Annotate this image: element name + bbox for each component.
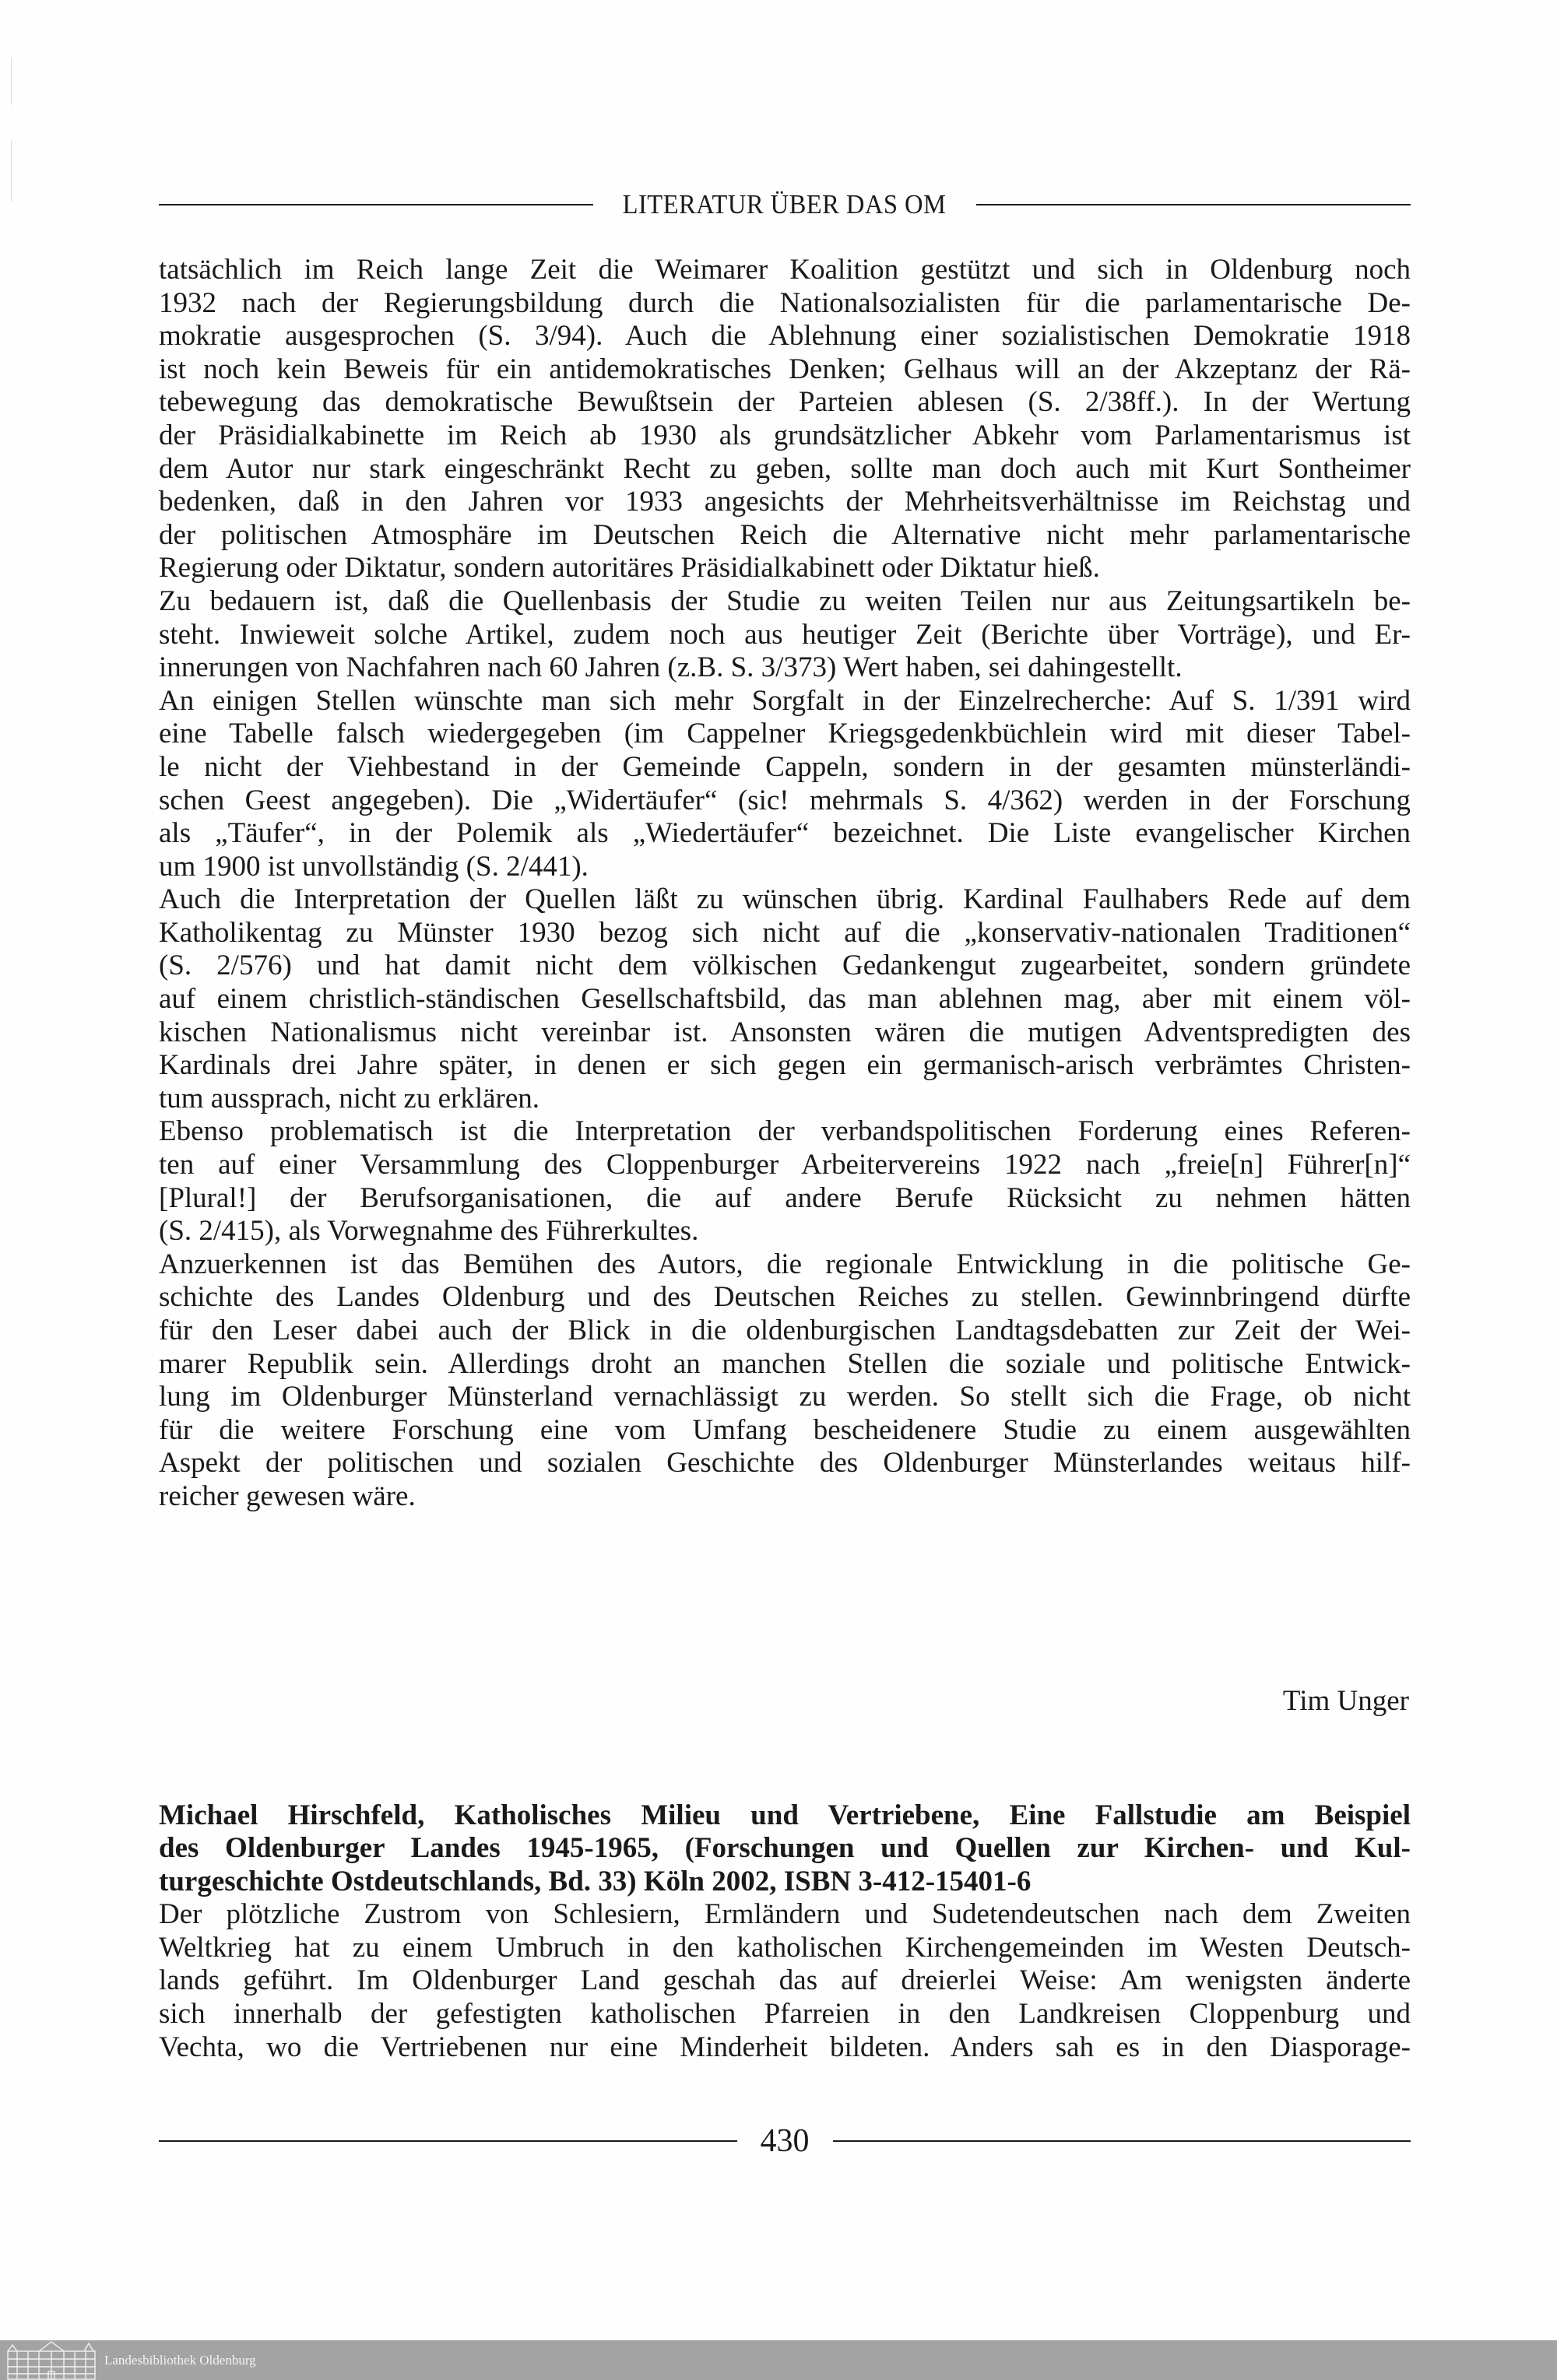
- library-name: Landesbibliothek Oldenburg: [104, 2352, 256, 2368]
- page-number: 430: [760, 2123, 810, 2159]
- text-line: Katholikentag zu Münster 1930 bezog sich nicht auf die „konservativ-nationalen Traditionen“: [159, 916, 1411, 949]
- text-line: tatsächlich im Reich lange Zeit die Weimarer Koalition gestützt und sich in Oldenburg noch: [159, 254, 1411, 286]
- text-line: 1932 nach der Regierungsbildung durch die Nationalsozialisten für die parlamentarische De-: [159, 286, 1411, 319]
- header-rule-right: [976, 204, 1411, 205]
- text-line: der politischen Atmosphäre im Deutschen Reich die Alternative nicht mehr parlamentarische: [159, 518, 1411, 551]
- running-head: [159, 187, 1411, 223]
- text-line: sich innerhalb der gefestigten katholischen Pfarreien in den Landkreisen Cloppenburg und: [159, 1997, 1411, 2030]
- text-line: schichte des Landes Oldenburg und des Deutschen Reiches zu stellen. Gewinnbringend dürfte: [159, 1281, 1411, 1314]
- text-line: marer Republik sein. Allerdings droht an manchen Stellen die soziale und politische Entwick-: [159, 1347, 1411, 1380]
- title-line: turgeschichte Ostdeutschlands, Bd. 33) Köln 2002, ISBN 3-412-15401-6: [159, 1865, 1032, 1897]
- text-line: eine Tabelle falsch wiedergegeben (im Cappelner Kriegsgedenkbüchlein wird mit dieser Tabel-: [159, 718, 1411, 750]
- text-line: tum aussprach, nicht zu erklären.: [159, 1082, 540, 1115]
- text-line: dem Autor nur stark eingeschränkt Recht zu geben, sollte man doch auch mit Kurt Sontheimer: [159, 452, 1411, 485]
- text-line: kischen Nationalismus nicht vereinbar ist. Ansonsten wären die mutigen Adventspredigten des: [159, 1016, 1411, 1048]
- running-head-title: LITERATUR ÜBER DAS OM: [623, 189, 947, 219]
- text-line: ist noch kein Beweis für ein antidemokratisches Denken; Gelhaus will an der Akzeptanz der Rä-: [159, 353, 1411, 385]
- scan-margin-mark: [11, 140, 12, 202]
- header-rule-left: [159, 204, 593, 205]
- library-building-icon: [5, 2340, 98, 2380]
- text-line: Auch die Interpretation der Quellen läßt zu wünschen übrig. Kardinal Faulhabers Rede auf dem: [159, 883, 1411, 916]
- review-author-signature: Tim Unger: [1282, 1685, 1409, 1717]
- text-line: reicher gewesen wäre.: [159, 1480, 416, 1512]
- text-line: für die weitere Forschung eine vom Umfang bescheidenere Studie zu einem ausgewählten: [159, 1413, 1411, 1446]
- text-line: innerungen von Nachfahren nach 60 Jahren (z.B. S. 3/373) Wert haben, sei dahingestellt.: [159, 651, 1183, 684]
- text-line: [Plural!] der Berufsorganisationen, die auf andere Berufe Rücksicht zu nehmen hätten: [159, 1181, 1411, 1214]
- review-2: [159, 1799, 1411, 2064]
- text-line: lung im Oldenburger Münsterland vernachlässigt zu werden. So stellt sich die Frage, ob nicht: [159, 1381, 1411, 1413]
- text-line: Ebenso problematisch ist die Interpretation der verbandspolitischen Forderung eines Referen-: [159, 1115, 1411, 1148]
- text-line: ten auf einer Versammlung des Cloppenburger Arbeitervereins 1922 nach „freie[n] Führer[n]“: [159, 1149, 1411, 1181]
- review-1-body: [159, 254, 1411, 1514]
- title-line: des Oldenburger Landes 1945-1965, (Forschungen und Quellen zur Kirchen- und Kul-: [159, 1832, 1411, 1865]
- text-line: le nicht der Viehbestand in der Gemeinde Cappeln, sondern in der gesamten münsterländi-: [159, 750, 1411, 783]
- review-2-body: [159, 1898, 1411, 2064]
- text-line: der Präsidialkabinette im Reich ab 1930 als grundsätzlicher Abkehr vom Parlamentarismus ist: [159, 419, 1411, 451]
- text-line: (S. 2/576) und hat damit nicht dem völkischen Gedankengut zugearbeitet, sondern gründete: [159, 950, 1411, 982]
- text-line: tebewegung das demokratische Bewußtsein der Parteien ablesen (S. 2/38ff.). In der Wertung: [159, 386, 1411, 419]
- text-line: Der plötzliche Zustrom von Schlesiern, Ermländern und Sudetendeutschen nach dem Zweiten: [159, 1898, 1411, 1931]
- text-line: lands geführt. Im Oldenburger Land geschah das auf dreierlei Weise: Am wenigsten änderte: [159, 1964, 1411, 1997]
- text-line: schen Geest angegeben). Die „Widertäufer“ (sic! mehrmals S. 4/362) werden in der Forschung: [159, 784, 1411, 816]
- text-line: um 1900 ist unvollständig (S. 2/441).: [159, 850, 589, 883]
- text-line: für den Leser dabei auch der Blick in die oldenburgischen Landtagsdebatten zur Zeit der Wei-: [159, 1315, 1411, 1346]
- text-line: mokratie ausgesprochen (S. 3/94). Auch die Ablehnung einer sozialistischen Demokratie 1918: [159, 320, 1411, 353]
- text-line: Kardinals drei Jahre später, in denen er sich gegen ein germanisch-arisch verbrämtes Christen-: [159, 1049, 1411, 1082]
- footer-rule-right: [833, 2140, 1411, 2142]
- text-line: Anzuerkennen ist das Bemühen des Autors, die regionale Entwicklung in die politische Ge-: [159, 1248, 1411, 1280]
- title-line: Michael Hirschfeld, Katholisches Milieu und Vertriebene, Eine Fallstudie am Beispiel: [159, 1799, 1411, 1831]
- text-line: auf einem christlich-ständischen Gesellschaftsbild, das man ablehnen mag, aber mit einem völ-: [159, 983, 1411, 1016]
- text-line: Regierung oder Diktatur, sondern autoritäres Präsidialkabinett oder Diktatur hieß.: [159, 552, 1100, 584]
- text-line: An einigen Stellen wünschte man sich mehr Sorgfalt in der Einzelrecherche: Auf S. 1/391 wird: [159, 684, 1411, 717]
- text-line: bedenken, daß in den Jahren vor 1933 angesichts der Mehrheitsverhältnisse im Reichstag und: [159, 486, 1411, 518]
- text-line: Weltkrieg hat zu einem Umbruch in den katholischen Kirchengemeinden im Westen Deutsch-: [159, 1931, 1411, 1964]
- library-watermark-band: [0, 2340, 1557, 2380]
- scan-margin-mark: [11, 58, 12, 105]
- page-footer: [159, 2122, 1411, 2161]
- text-line: Vechta, wo die Vertriebenen nur eine Minderheit bildeten. Anders sah es in den Diasporage-: [159, 2031, 1411, 2063]
- text-line: als „Täufer“, in der Polemik als „Wiedertäufer“ bezeichnet. Die Liste evangelischer Kirchen: [159, 817, 1411, 850]
- text-line: (S. 2/415), als Vorwegnahme des Führerkultes.: [159, 1215, 699, 1248]
- text-line: steht. Inwieweit solche Artikel, zudem noch aus heutiger Zeit (Berichte über Vorträge), und Er-: [159, 618, 1411, 651]
- text-line: Aspekt der politischen und sozialen Geschichte des Oldenburger Münsterlandes weitaus hilf-: [159, 1447, 1411, 1480]
- footer-rule-left: [159, 2140, 737, 2142]
- text-line: Zu bedauern ist, daß die Quellenbasis der Studie zu weiten Teilen nur aus Zeitungsartikeln be-: [159, 584, 1411, 617]
- review-2-title: [159, 1799, 1411, 1898]
